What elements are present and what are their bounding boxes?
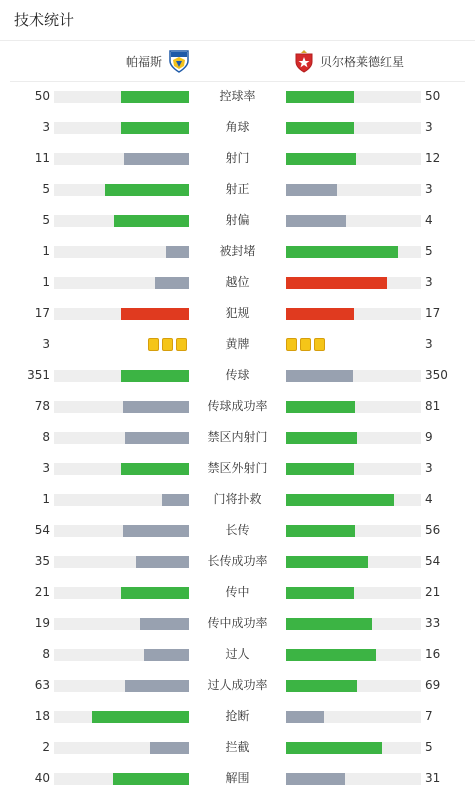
home-value: 3 [42, 461, 50, 475]
stat-row [0, 236, 475, 267]
yellow-card-icon [176, 338, 187, 351]
stat-row [0, 422, 475, 453]
stat-label: 角球 [225, 120, 250, 134]
home-bar-track [54, 153, 189, 165]
home-bar-track [54, 556, 189, 568]
away-bar-track [286, 432, 421, 444]
stat-label: 抢断 [225, 709, 250, 723]
away-value: 3 [425, 182, 433, 196]
away-bar-track [286, 401, 421, 413]
stat-row [0, 484, 475, 515]
away-bar-track [286, 773, 421, 785]
away-bar-fill [286, 463, 354, 475]
home-bar-track [54, 122, 189, 134]
home-bar-fill [150, 742, 189, 754]
home-bar-track [54, 370, 189, 382]
home-bar-fill [144, 649, 189, 661]
stat-row [0, 701, 475, 732]
away-bar-track [286, 742, 421, 754]
away-bar-track [286, 246, 421, 258]
home-value: 11 [34, 151, 50, 165]
home-yellow-cards [148, 338, 187, 351]
away-yellow-cards [286, 338, 325, 351]
home-bar-fill [92, 711, 189, 723]
home-bar-track [54, 618, 189, 630]
away-bar-fill [286, 215, 346, 227]
away-value: 4 [425, 492, 433, 506]
away-bar-fill [286, 91, 354, 103]
stat-row [0, 577, 475, 608]
away-bar-track [286, 184, 421, 196]
away-bar-track [286, 556, 421, 568]
home-value: 2 [42, 740, 50, 754]
home-bar-fill [121, 463, 189, 475]
home-value: 18 [34, 709, 50, 723]
home-bar-fill [166, 246, 189, 258]
stat-label: 被封堵 [219, 244, 256, 258]
away-bar-fill [286, 153, 356, 165]
yellow-card-icon [148, 338, 159, 351]
stat-row [0, 515, 475, 546]
stat-label: 传球成功率 [207, 399, 268, 413]
away-bar-track [286, 153, 421, 165]
away-value: 4 [425, 213, 433, 227]
home-value: 5 [42, 182, 50, 196]
away-bar-fill [286, 432, 357, 444]
home-bar-track [54, 494, 189, 506]
home-team-name: 帕福斯 [126, 54, 163, 69]
stat-row [0, 267, 475, 298]
away-bar-fill [286, 525, 355, 537]
home-bar-track [54, 308, 189, 320]
away-bar-fill [286, 587, 354, 599]
yellow-card-icon [300, 338, 311, 351]
home-bar-fill [125, 432, 189, 444]
home-value: 50 [34, 89, 50, 103]
stat-row [0, 639, 475, 670]
away-value: 81 [425, 399, 441, 413]
away-bar-track [286, 649, 421, 661]
away-value: 56 [425, 523, 441, 537]
stat-label: 长传成功率 [207, 554, 268, 568]
stat-row [0, 112, 475, 143]
home-value: 63 [34, 678, 50, 692]
home-value: 351 [27, 368, 50, 382]
stat-label: 禁区外射门 [207, 461, 268, 475]
away-value: 350 [425, 368, 448, 382]
home-bar-track [54, 587, 189, 599]
section-title: 技术统计 [14, 11, 75, 29]
away-value: 21 [425, 585, 441, 599]
home-bar-track [54, 277, 189, 289]
away-team-logo [294, 49, 314, 73]
away-bar-track [286, 91, 421, 103]
home-bar-track [54, 401, 189, 413]
stat-row [0, 453, 475, 484]
home-bar-track [54, 91, 189, 103]
away-bar-fill [286, 122, 354, 134]
home-bar-fill [121, 587, 189, 599]
away-bar-track [286, 277, 421, 289]
stat-row [0, 763, 475, 794]
away-bar-track [286, 463, 421, 475]
stat-label: 拦截 [225, 740, 250, 754]
away-value: 3 [425, 337, 433, 351]
away-value: 7 [425, 709, 433, 723]
stat-label: 传球 [225, 368, 250, 382]
home-bar-track [54, 773, 189, 785]
home-bar-track [54, 525, 189, 537]
home-bar-track [54, 215, 189, 227]
away-bar-track [286, 215, 421, 227]
home-bar-fill [121, 122, 189, 134]
home-value: 35 [34, 554, 50, 568]
home-bar-fill [123, 401, 189, 413]
stat-label: 解围 [225, 771, 250, 785]
away-bar-fill [286, 370, 353, 382]
home-value: 54 [34, 523, 50, 537]
stat-label: 射门 [225, 151, 250, 165]
stat-row [0, 143, 475, 174]
away-bar-fill [286, 680, 357, 692]
home-value: 1 [42, 244, 50, 258]
home-bar-track [54, 680, 189, 692]
away-value: 69 [425, 678, 441, 692]
stat-row [0, 546, 475, 577]
home-value: 3 [42, 120, 50, 134]
away-bar-fill [286, 742, 382, 754]
stat-row [0, 670, 475, 701]
home-bar-fill [136, 556, 189, 568]
away-value: 5 [425, 244, 433, 258]
stat-label: 越位 [225, 275, 250, 289]
home-bar-fill [123, 525, 189, 537]
home-bar-fill [121, 308, 189, 320]
stat-label: 犯规 [225, 306, 250, 320]
stat-row [0, 360, 475, 391]
home-value: 8 [42, 647, 50, 661]
home-team-logo [168, 49, 190, 73]
home-bar-fill [155, 277, 189, 289]
home-value: 1 [42, 275, 50, 289]
home-bar-track [54, 649, 189, 661]
home-bar-fill [121, 370, 189, 382]
home-bar-fill [140, 618, 189, 630]
yellow-card-icon [314, 338, 325, 351]
away-team-name: 贝尔格莱德红星 [320, 54, 405, 69]
home-bar-fill [121, 91, 189, 103]
yellow-card-icon [286, 338, 297, 351]
away-bar-fill [286, 773, 345, 785]
stat-label: 长传 [225, 523, 250, 537]
stat-row [0, 298, 475, 329]
yellow-card-icon [162, 338, 173, 351]
away-value: 17 [425, 306, 441, 320]
home-bar-track [54, 246, 189, 258]
away-bar-fill [286, 494, 394, 506]
away-value: 3 [425, 275, 433, 289]
away-bar-track [286, 525, 421, 537]
stat-row [0, 81, 475, 112]
home-bar-track [54, 184, 189, 196]
away-value: 31 [425, 771, 441, 785]
stat-label: 控球率 [219, 89, 256, 103]
away-value: 33 [425, 616, 441, 630]
away-bar-fill [286, 184, 337, 196]
away-value: 16 [425, 647, 441, 661]
home-value: 21 [34, 585, 50, 599]
away-bar-fill [286, 649, 376, 661]
away-bar-track [286, 680, 421, 692]
away-bar-track [286, 122, 421, 134]
stat-label: 射正 [225, 182, 250, 196]
away-value: 54 [425, 554, 441, 568]
stat-row [0, 608, 475, 639]
home-bar-fill [114, 215, 189, 227]
home-bar-track [54, 711, 189, 723]
stats-list [0, 81, 475, 794]
home-value: 40 [34, 771, 50, 785]
stat-label: 禁区内射门 [207, 430, 268, 444]
away-value: 50 [425, 89, 441, 103]
home-bar-fill [113, 773, 189, 785]
away-value: 3 [425, 120, 433, 134]
away-bar-fill [286, 711, 324, 723]
stat-label: 过人成功率 [207, 678, 268, 692]
home-bar-fill [162, 494, 189, 506]
away-bar-fill [286, 401, 355, 413]
home-bar-track [54, 742, 189, 754]
home-value: 17 [34, 306, 50, 320]
header-divider [0, 40, 475, 41]
home-bar-track [54, 463, 189, 475]
home-bar-track [54, 432, 189, 444]
away-bar-fill [286, 277, 387, 289]
away-value: 5 [425, 740, 433, 754]
stat-row [0, 329, 475, 360]
home-value: 8 [42, 430, 50, 444]
stat-row [0, 391, 475, 422]
home-value: 78 [34, 399, 50, 413]
away-bar-fill [286, 618, 372, 630]
stat-label: 传中 [225, 585, 250, 599]
stat-row [0, 732, 475, 763]
away-bar-track [286, 587, 421, 599]
away-value: 3 [425, 461, 433, 475]
away-bar-track [286, 494, 421, 506]
home-bar-fill [105, 184, 189, 196]
stat-label: 黄牌 [225, 337, 250, 351]
stat-label: 传中成功率 [207, 616, 268, 630]
away-bar-track [286, 618, 421, 630]
home-value: 1 [42, 492, 50, 506]
home-value: 5 [42, 213, 50, 227]
stat-row [0, 174, 475, 205]
away-bar-track [286, 370, 421, 382]
stat-label: 门将扑救 [213, 492, 262, 506]
home-value: 3 [42, 337, 50, 351]
home-bar-fill [125, 680, 189, 692]
away-bar-track [286, 308, 421, 320]
away-bar-fill [286, 556, 368, 568]
stat-label: 射偏 [225, 213, 250, 227]
away-value: 12 [425, 151, 441, 165]
stat-label: 过人 [225, 647, 250, 661]
home-bar-fill [124, 153, 189, 165]
away-team [294, 49, 404, 73]
away-value: 9 [425, 430, 433, 444]
home-value: 19 [34, 616, 50, 630]
stat-row [0, 205, 475, 236]
away-bar-fill [286, 246, 398, 258]
away-bar-track [286, 711, 421, 723]
away-bar-fill [286, 308, 354, 320]
home-team [126, 49, 190, 73]
